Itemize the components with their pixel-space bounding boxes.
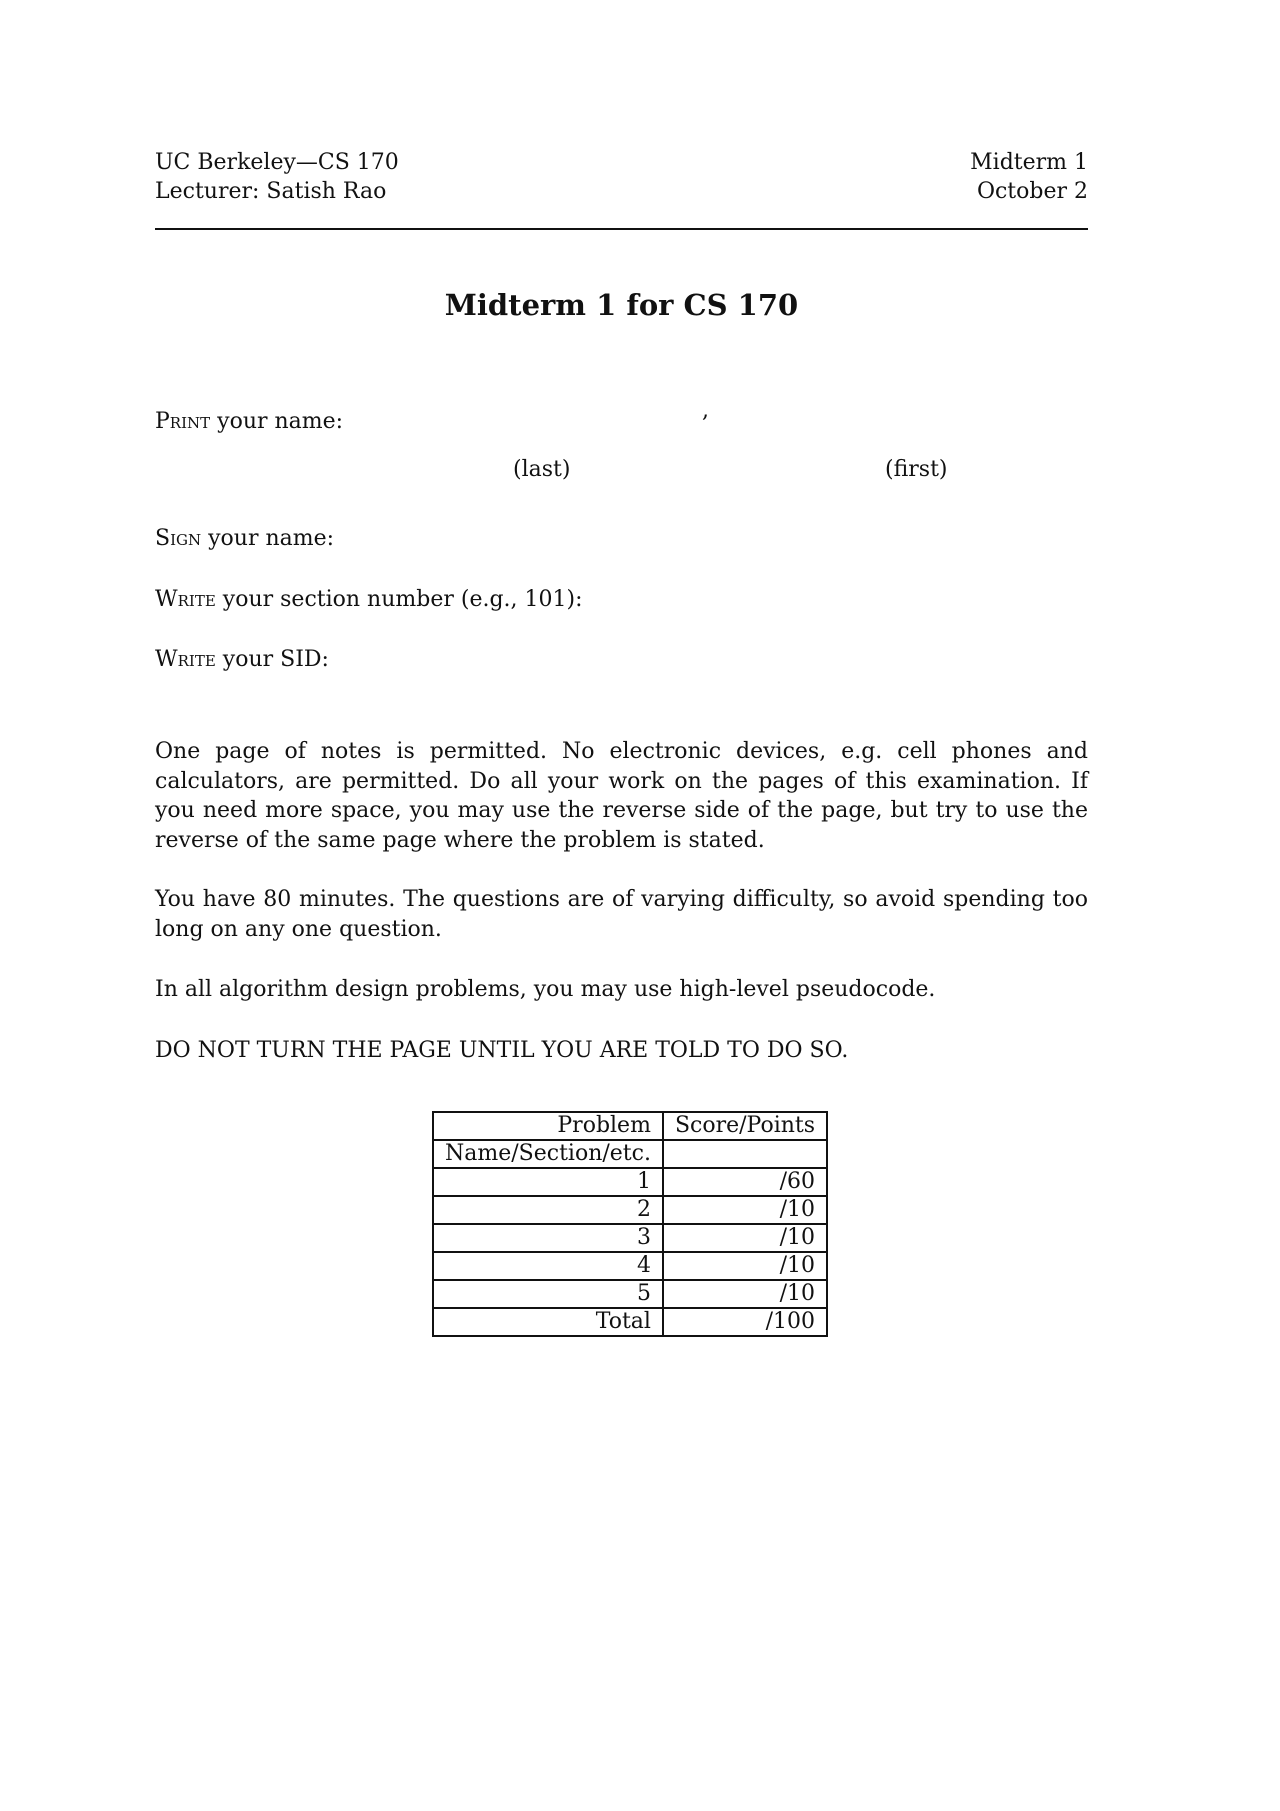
sign-name-label bbox=[155, 524, 334, 553]
first-name-caption: (first) bbox=[885, 457, 948, 482]
name-comma: , bbox=[702, 398, 709, 423]
instructions-pseudocode: In all algorithm design problems, you may use high-level pseudocode. bbox=[155, 977, 936, 1002]
table-row bbox=[433, 1196, 827, 1224]
sign-label-rest: your name: bbox=[201, 526, 335, 551]
table-row bbox=[433, 1252, 827, 1280]
header-rule bbox=[155, 228, 1088, 230]
table-row bbox=[433, 1140, 827, 1168]
problem-cell: 1 bbox=[433, 1168, 663, 1196]
instructions-do-not-turn: DO NOT TURN THE PAGE UNTIL YOU ARE TOLD TO DO SO. bbox=[155, 1038, 849, 1063]
section-number-label bbox=[155, 585, 583, 614]
sid-keyword: Write bbox=[155, 647, 216, 672]
score-cell: /10 bbox=[663, 1196, 827, 1224]
problem-cell: 4 bbox=[433, 1252, 663, 1280]
score-cell: /10 bbox=[663, 1252, 827, 1280]
lecturer-name: Lecturer: Satish Rao bbox=[155, 179, 387, 204]
sign-keyword: Sign bbox=[155, 526, 202, 551]
instructions-notes: One page of notes is permitted. No electronic devices, e.g. cell phones and calculators, are permitted. Do all your work on the pages of this examination. If you need more space, you may use the reverse side of the page, but try to use the reverse of the same page where the problem is stated. bbox=[155, 739, 1088, 853]
score-table bbox=[432, 1111, 828, 1337]
problem-cell: 5 bbox=[433, 1280, 663, 1308]
print-label-rest: your name: bbox=[210, 409, 344, 434]
table-row bbox=[433, 1280, 827, 1308]
table-row-total bbox=[433, 1308, 827, 1336]
problem-cell: Total bbox=[433, 1308, 663, 1336]
score-cell: /60 bbox=[663, 1168, 827, 1196]
exam-name: Midterm 1 bbox=[970, 150, 1088, 175]
score-cell bbox=[663, 1140, 827, 1168]
problem-cell: Name/Section/etc. bbox=[433, 1140, 663, 1168]
header-left bbox=[155, 148, 399, 206]
problem-cell: 3 bbox=[433, 1224, 663, 1252]
course-name: UC Berkeley—CS 170 bbox=[155, 150, 399, 175]
score-cell: /10 bbox=[663, 1224, 827, 1252]
sid-label bbox=[155, 645, 329, 674]
section-keyword: Write bbox=[155, 587, 216, 612]
score-cell: /10 bbox=[663, 1280, 827, 1308]
table-row bbox=[433, 1224, 827, 1252]
page-title: Midterm 1 for CS 170 bbox=[444, 288, 799, 322]
problem-cell: 2 bbox=[433, 1196, 663, 1224]
section-label-rest: your section number (e.g., 101): bbox=[215, 587, 583, 612]
header-right bbox=[970, 148, 1088, 206]
score-table-header bbox=[433, 1112, 827, 1140]
sid-label-rest: your SID: bbox=[215, 647, 329, 672]
exam-date: October 2 bbox=[976, 179, 1088, 204]
table-row bbox=[433, 1168, 827, 1196]
instructions-time: You have 80 minutes. The questions are of varying difficulty, so avoid spending too long on any one question. bbox=[155, 887, 1088, 942]
last-name-caption: (last) bbox=[513, 457, 571, 482]
header-problem: Problem bbox=[433, 1112, 663, 1140]
header-score-points: Score/Points bbox=[663, 1112, 827, 1140]
print-keyword: Print bbox=[155, 409, 211, 434]
print-name-label bbox=[155, 407, 343, 436]
score-cell: /100 bbox=[663, 1308, 827, 1336]
